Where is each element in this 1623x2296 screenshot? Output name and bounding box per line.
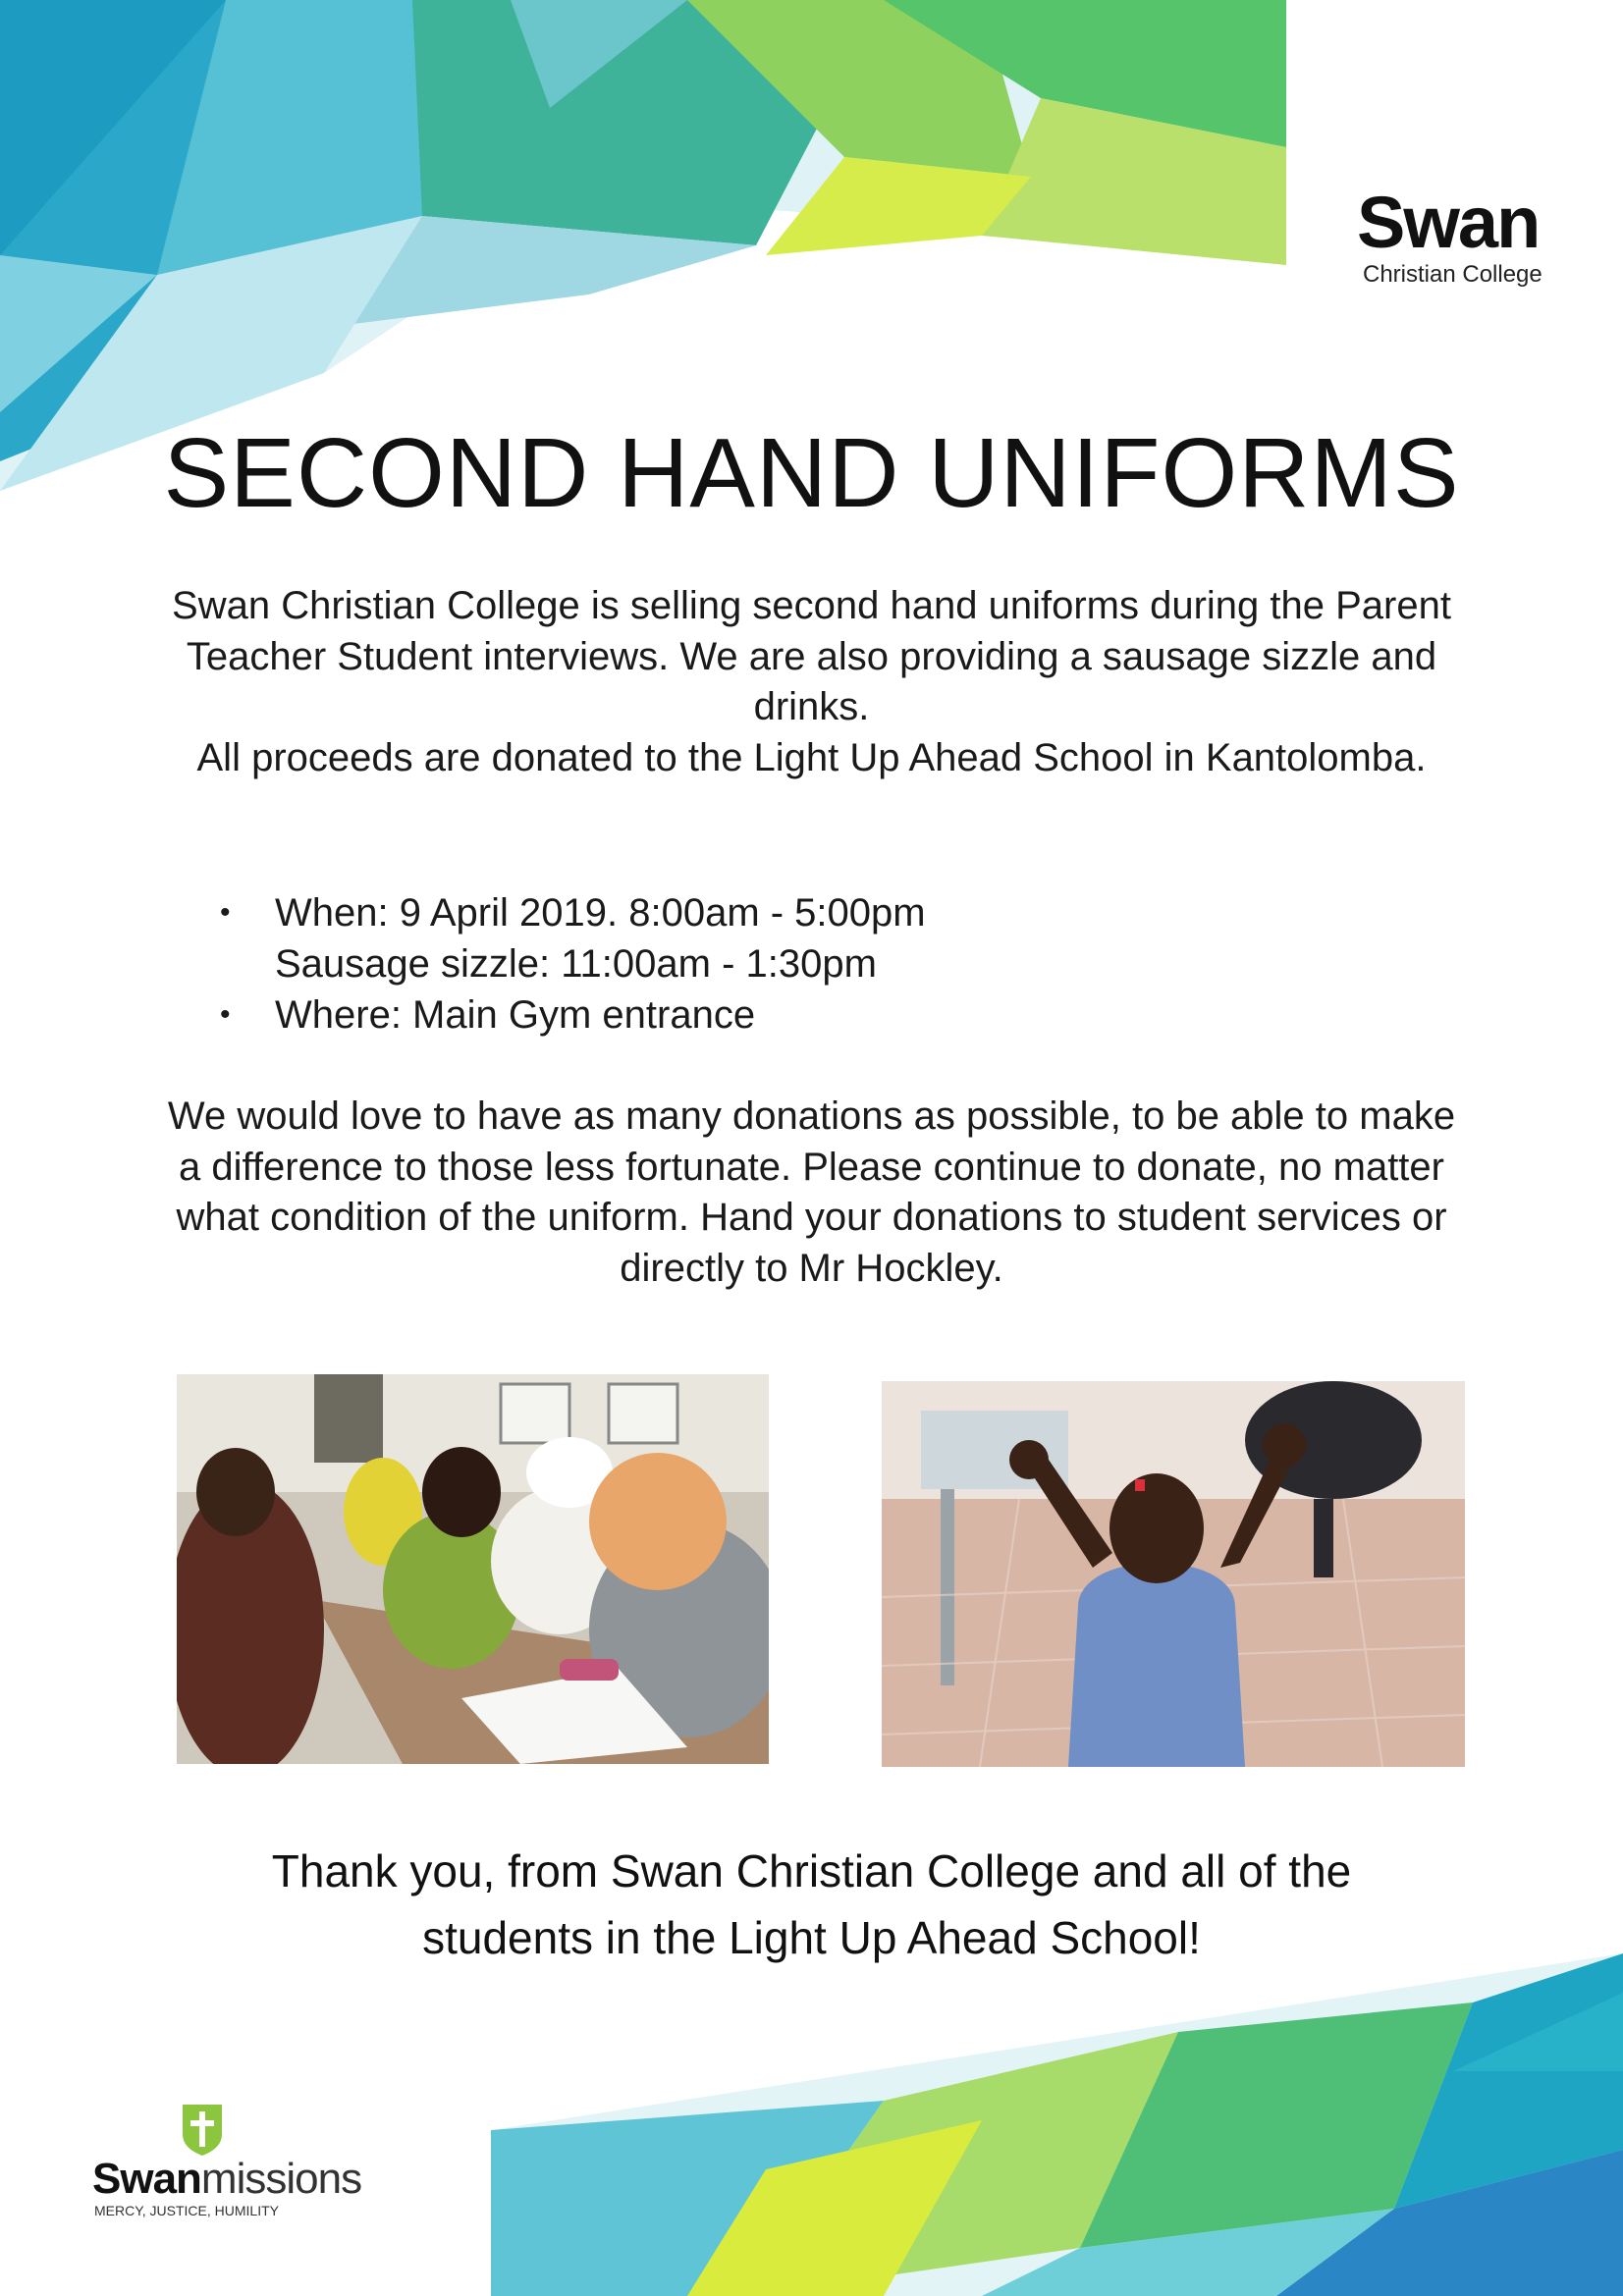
logo-subtitle: Christian College (1363, 261, 1542, 288)
details-list (216, 887, 1296, 1041)
logo-wordmark: Swan (1357, 182, 1540, 263)
swan-missions-logo (88, 2101, 422, 2218)
thanks-line-2: students in the Light Up Ahead School! (422, 1912, 1201, 1963)
list-item-when (216, 887, 1296, 989)
missions-word-bold: Swan (92, 2155, 201, 2203)
sizzle-text: Sausage sizzle: 11:00am - 1:30pm (275, 942, 877, 986)
intro-text (157, 581, 1466, 783)
list-item-where (216, 989, 1296, 1041)
top-geometric-banner (0, 0, 1286, 491)
donation-appeal: We would love to have as many donations as possible, to be able to make a difference to those less fortunate. Please continue to donate, no matter what condition of the uniform. Hand your donations to student services or directly to Mr Hockley. (167, 1095, 1456, 1290)
page-title: SECOND HAND UNIFORMS (163, 418, 1460, 528)
intro-paragraph-2: All proceeds are donated to the Light Up Ahead School in Kantolomba. (196, 735, 1427, 779)
missions-motto: MERCY, JUSTICE, HUMILITY (94, 2203, 279, 2218)
intro-paragraph: Swan Christian College is selling second hand uniforms during the Parent Teacher Student interviews. We are also providing a sausage sizzle and drinks. (172, 584, 1451, 728)
photo-students-at-table (177, 1374, 769, 1764)
when-text: When: 9 April 2019. 8:00am - 5:00pm (275, 891, 926, 934)
bullet-icon: • (220, 998, 231, 1031)
missions-wordmark (92, 2155, 362, 2203)
photo-child-arms-raised (882, 1381, 1465, 1767)
bullet-icon: • (220, 896, 231, 929)
where-text: Where: Main Gym entrance (275, 993, 756, 1037)
missions-word-light: missions (200, 2155, 362, 2203)
thanks-line-1: Thank you, from Swan Christian College and all of the (271, 1845, 1352, 1896)
shield-cross-icon (181, 2105, 224, 2156)
thank-you-message (0, 1838, 1623, 1971)
